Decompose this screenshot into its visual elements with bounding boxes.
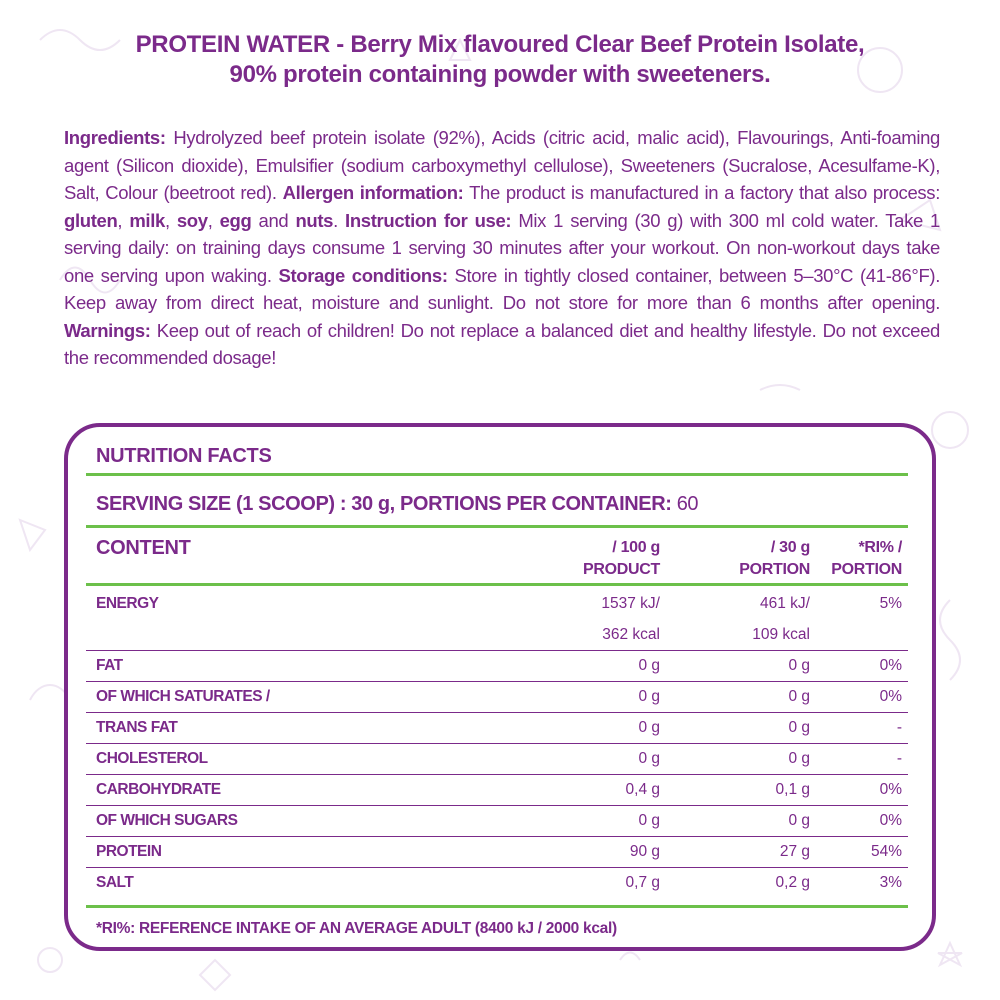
per100-value: 0 g xyxy=(638,688,660,705)
instruction-text: Mix 1 serving (30 g) with 300 ml cold water. Take 1 serving daily: on training days consume 1 serving 30 minutes after your workout. On non-workout days take one serving upon waking. xyxy=(64,209,940,286)
ri-value: 3% xyxy=(879,874,902,891)
title-line-2: 90% protein containing powder with sweeteners. xyxy=(229,61,771,88)
per100-value: 0 g xyxy=(638,719,660,736)
per30-value: 27 g xyxy=(779,843,810,860)
allergen-sep: , xyxy=(164,209,177,231)
per100-value: 90 g xyxy=(629,843,660,860)
per30-value: 109 kcal xyxy=(752,626,810,643)
per30-value: 0 g xyxy=(788,657,810,674)
per30-value: 0,1 g xyxy=(775,781,810,798)
allergen-end: . xyxy=(333,209,346,231)
per100-value: 0 g xyxy=(638,750,660,767)
nutrition-row-energy-kcal xyxy=(86,620,908,651)
ri-header xyxy=(831,537,902,581)
per100-header-line1: / 100 g xyxy=(612,539,660,556)
green-divider xyxy=(86,583,908,586)
allergen-nuts: nuts xyxy=(295,209,334,231)
title-line-1: PROTEIN WATER - Berry Mix flavoured Clear Beef Protein Isolate, xyxy=(135,31,865,58)
ri-value: 54% xyxy=(870,843,902,860)
storage-label: Storage conditions: xyxy=(278,264,448,286)
allergen-gluten: gluten xyxy=(64,209,118,231)
per30-value: 0,2 g xyxy=(775,874,810,891)
per100-value: 0 g xyxy=(638,657,660,674)
per30-value: 0 g xyxy=(788,719,810,736)
per100-value: 362 kcal xyxy=(602,626,660,643)
nutrition-row-sugars xyxy=(86,806,908,837)
allergen-sep: , xyxy=(207,209,220,231)
allergen-milk: milk xyxy=(129,209,165,231)
nutrition-row-fat xyxy=(86,651,908,682)
ri-header-line2: PORTION xyxy=(831,561,902,578)
warnings-text: Keep out of reach of children! Do not replace a balanced diet and healthy lifestyle. Do not exceed the recommended dosage! xyxy=(64,319,940,368)
allergen-label: Allergen information: xyxy=(282,182,464,203)
ri-value: 0% xyxy=(879,688,902,705)
per100-value: 0,7 g xyxy=(625,874,660,891)
serving-size xyxy=(96,493,698,516)
nutrient-label: CARBOHYDRATE xyxy=(96,781,221,798)
per100-header xyxy=(583,537,660,581)
warnings-label: Warnings: xyxy=(64,319,151,341)
storage-text: Store in tightly closed container, between 5–30°C (41-86°F). Keep away from direct heat, moisture and sunlight. Do not store for more than 6 months after opening. xyxy=(64,264,940,313)
ingredients-paragraph xyxy=(64,124,940,372)
per30-header-line2: PORTION xyxy=(739,561,810,578)
per100-header-line2: PRODUCT xyxy=(582,561,660,578)
nutrient-label: CHOLESTEROL xyxy=(96,750,208,767)
ri-value: 0% xyxy=(879,657,902,674)
nutrient-label: SALT xyxy=(96,874,134,891)
allergen-egg: egg xyxy=(219,209,252,231)
ri-value: 0% xyxy=(879,812,902,829)
per100-value: 0,4 g xyxy=(625,781,660,798)
ri-value: 5% xyxy=(879,595,902,612)
allergen-text: The product is manufactured in a factory that also process: xyxy=(463,182,940,203)
nutrition-row-salt xyxy=(86,868,908,899)
per30-value: 0 g xyxy=(788,688,810,705)
nutrition-row-protein xyxy=(86,837,908,868)
per30-header xyxy=(739,537,810,581)
per100-value: 1537 kJ/ xyxy=(601,595,660,612)
allergen-soy: soy xyxy=(176,209,208,231)
instruction-label: Instruction for use: xyxy=(345,209,512,231)
allergen-sep: , xyxy=(117,209,130,231)
allergen-and: and xyxy=(251,209,296,231)
per30-header-line1: / 30 g xyxy=(770,539,810,556)
content-header: CONTENT xyxy=(96,537,191,559)
nutrient-label: PROTEIN xyxy=(96,843,162,860)
green-divider xyxy=(86,525,908,528)
nutrition-row-carbohydrate xyxy=(86,775,908,806)
nutrient-label: OF WHICH SATURATES / xyxy=(96,688,270,705)
ingredients-text: Hydrolyzed beef protein isolate (92%), Acids (citric acid, malic acid), Flavourings, Anti-foaming agent (Silicon dioxide), Emulsifier (sodium carboxymethyl cellulose), Sweeteners (Sucralose, Acesulfame-K), Salt, Colour (beetroot red). xyxy=(64,127,940,203)
ri-header-line1: *RI% / xyxy=(858,539,902,556)
nutrient-label: OF WHICH SUGARS xyxy=(96,812,238,829)
nutrient-label: ENERGY xyxy=(96,595,159,612)
green-divider xyxy=(86,473,908,476)
ri-footnote: *RI%: REFERENCE INTAKE OF AN AVERAGE ADULT (8400 kJ / 2000 kcal) xyxy=(96,920,617,937)
serving-value: 60 xyxy=(671,493,699,515)
nutrition-row-cholesterol xyxy=(86,744,908,775)
per30-value: 0 g xyxy=(788,750,810,767)
nutrition-row-energy xyxy=(86,589,908,620)
per30-value: 0 g xyxy=(788,812,810,829)
per30-value: 461 kJ/ xyxy=(760,595,810,612)
ri-value: 0% xyxy=(879,781,902,798)
nutrition-row-trans-fat xyxy=(86,713,908,744)
nutrition-row-saturates xyxy=(86,682,908,713)
per100-value: 0 g xyxy=(638,812,660,829)
nutrient-label: FAT xyxy=(96,657,123,674)
product-title xyxy=(0,30,1000,90)
ri-value: - xyxy=(896,750,902,767)
serving-label: SERVING SIZE (1 SCOOP) : 30 g, PORTIONS PER CONTAINER: xyxy=(96,493,672,515)
ingredients-label: Ingredients: xyxy=(64,127,166,148)
green-divider xyxy=(86,905,908,908)
nutrition-facts-title: NUTRITION FACTS xyxy=(96,445,272,467)
nutrient-label: TRANS FAT xyxy=(96,719,178,736)
nutrition-facts-panel xyxy=(64,423,936,951)
ri-value: - xyxy=(896,719,902,736)
